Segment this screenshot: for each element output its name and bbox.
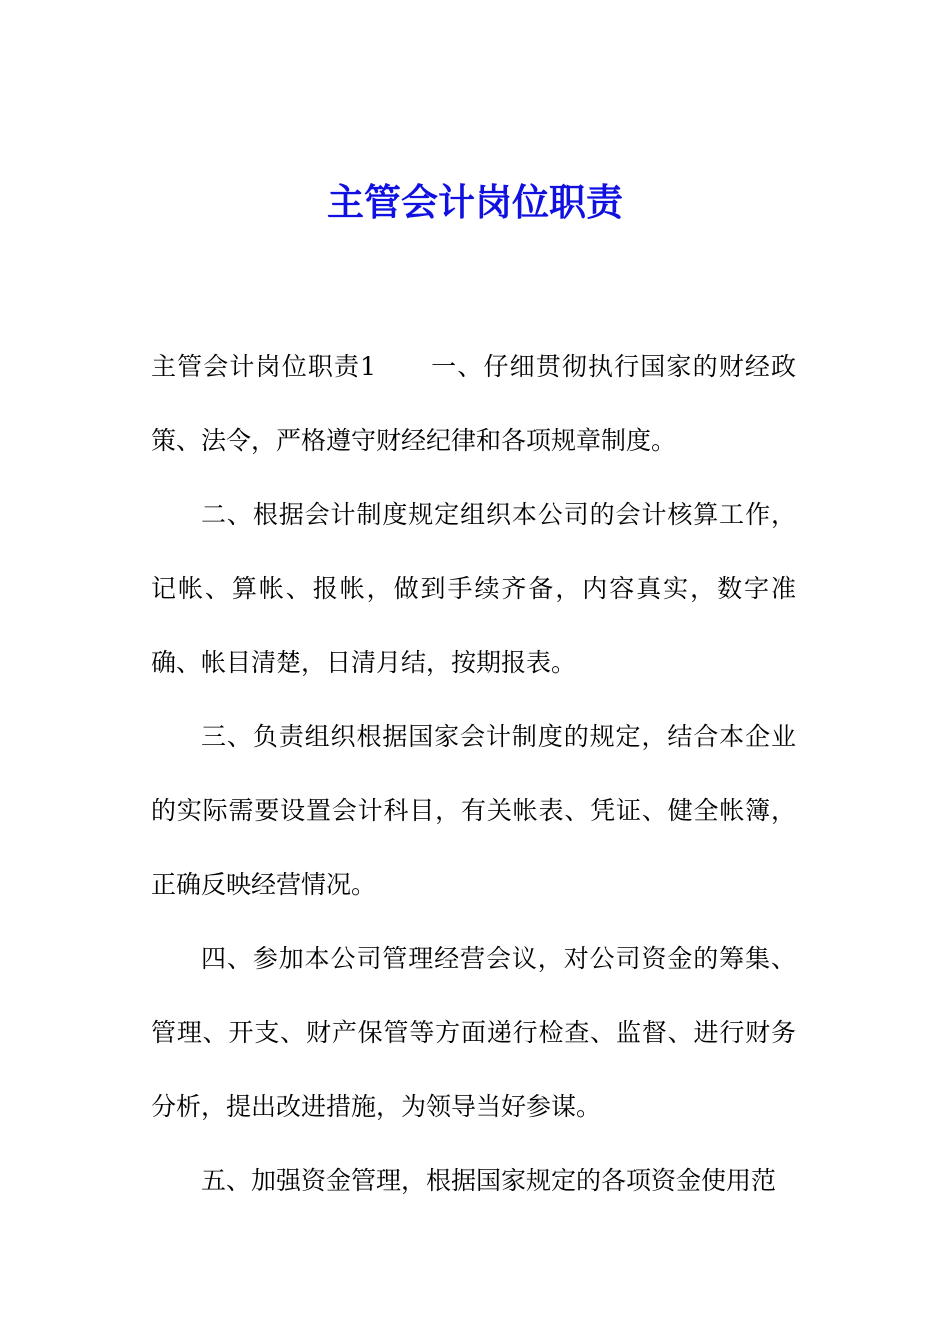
- paragraph-1: [151, 330, 796, 478]
- document-title: 主管会计岗位职责: [327, 180, 623, 224]
- document-body: [151, 330, 796, 1218]
- paragraph-4: 四、参加本公司管理经营会议，对公司资金的筹集、管理、开支、财产保管等方面递行检查、监督、进行财务分析，提出改进措施，为领导当好参谋。: [151, 944, 796, 1121]
- paragraph-1-text: 一、仔细贯彻执行国家的财经政策、法令，严格遵守财经纪律和各项规章制度。: [151, 352, 796, 455]
- section-heading: 主管会计岗位职责1: [151, 352, 377, 381]
- paragraph-5: 五、加强资金管理，根据国家规定的各项资金使用范: [201, 1166, 777, 1195]
- paragraph-2: 二、根据会计制度规定组织本公司的会计核算工作，记帐、算帐、报帐，做到手续齐备，内容真实，数字准确、帐目清楚，日清月结，按期报表。: [151, 500, 796, 677]
- paragraph-3: 三、负责组织根据国家会计制度的规定，结合本企业的实际需要设置会计科目，有关帐表、凭证、健全帐簿，正确反映经营情况。: [151, 722, 796, 899]
